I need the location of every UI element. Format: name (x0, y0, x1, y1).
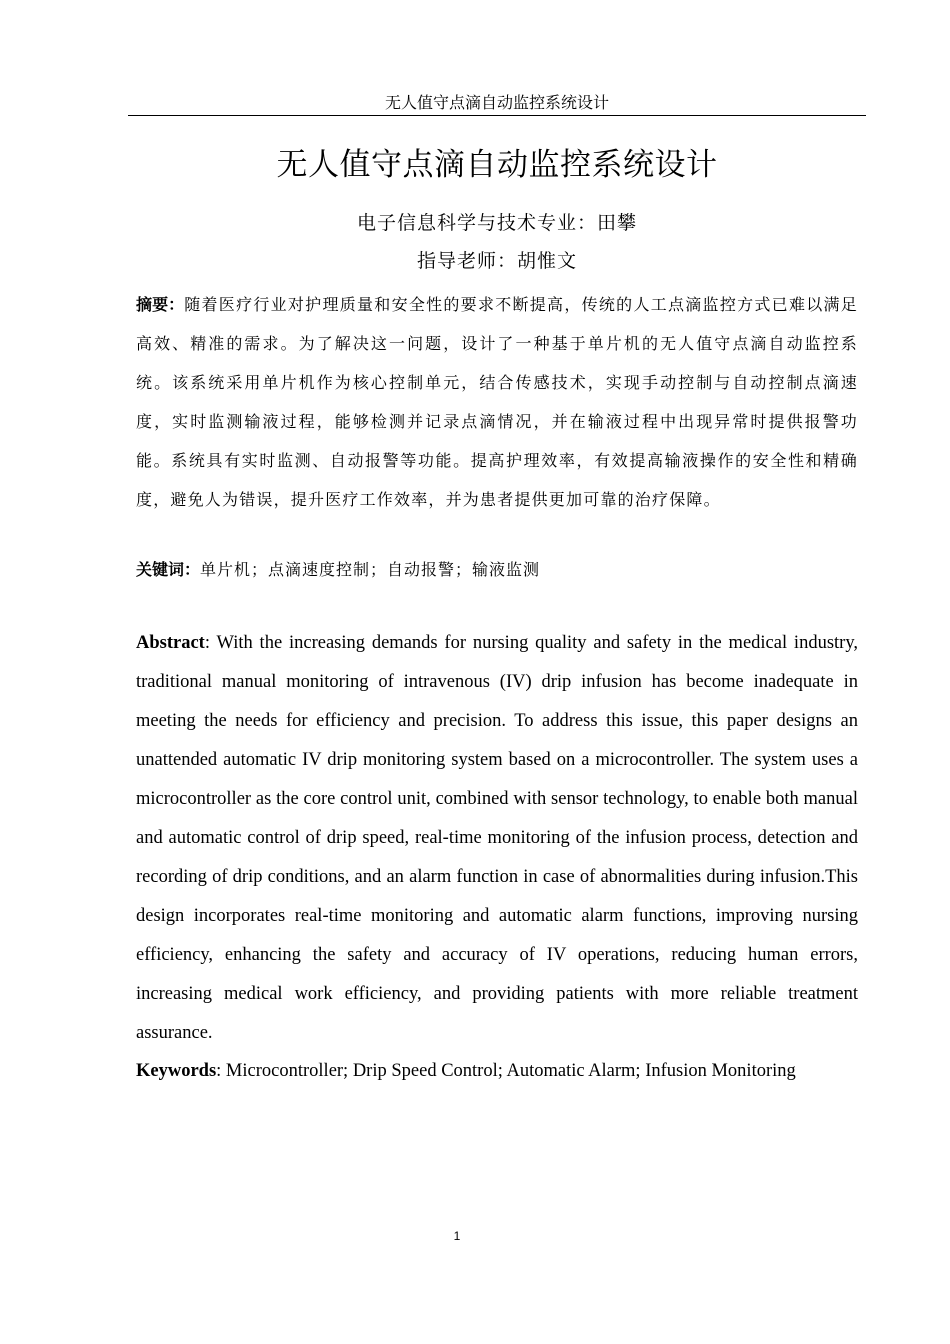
header-rule (128, 115, 866, 116)
keywords-cn (136, 556, 858, 584)
abstract-cn-label: 摘要： (136, 295, 185, 314)
author-major-line: 电子信息科学与技术专业：田攀 (356, 212, 637, 234)
abstract-en-label: Abstract (136, 633, 205, 653)
keywords-en-label: Keywords (136, 1061, 217, 1081)
running-header: 无人值守点滴自动监控系统设计 (384, 93, 609, 112)
keywords-cn-label: 关键词： (136, 560, 201, 579)
abstract-en-text: : With the increasing demands for nursing quality and safety in the medical industry, traditional manual monitoring of intravenous (IV) drip infusion has become inadequate in meeting the needs for efficiency and precision. To address this issue, this paper designs an unattended automatic IV drip monitoring system based on a microcontroller. The system uses a microcontroller as the core control unit, combined with sensor technology, to enable both manual and automatic control of drip speed, real-time monitoring of the infusion process, detection and recording of drip conditions, and an alarm function in case of abnormalities during infusion.This design incorporates real-time monitoring and automatic alarm functions, improving nursing efficiency, enhancing the safety and accuracy of IV operations, reducing human errors, increasing medical work efficiency, and providing patients with more reliable treatment assurance. (136, 633, 858, 1043)
keywords-cn-text: 单片机；点滴速度控制；自动报警；输液监测 (200, 560, 541, 579)
keywords-en (136, 1057, 858, 1085)
page-number: 1 (453, 1229, 461, 1243)
abstract-en-paragraph (136, 624, 858, 1053)
abstract-cn (136, 285, 858, 519)
advisor-line: 指导老师：胡惟文 (416, 250, 577, 272)
abstract-en (136, 624, 858, 1053)
abstract-cn-text: 随着医疗行业对护理质量和安全性的要求不断提高，传统的人工点滴监控方式已难以满足高效、精准的需求。为了解决这一问题，设计了一种基于单片机的无人值守点滴自动监控系统。该系统采用单片机作为核心控制单元，结合传感技术，实现手动控制与自动控制点滴速度，实时监测输液过程，能够检测并记录点滴情况，并在输液过程中出现异常时提供报警功能。系统具有实时监测、自动报警等功能。提高护理效率，有效提高输液操作的安全性和精确度，避免人为错误，提升医疗工作效率，并为患者提供更加可靠的治疗保障。 (136, 295, 858, 509)
keywords-en-text: : Microcontroller; Drip Speed Control; Automatic Alarm; Infusion Monitoring (216, 1061, 796, 1081)
abstract-cn-paragraph (136, 285, 858, 519)
page-title: 无人值守点滴自动监控系统设计 (276, 147, 718, 183)
